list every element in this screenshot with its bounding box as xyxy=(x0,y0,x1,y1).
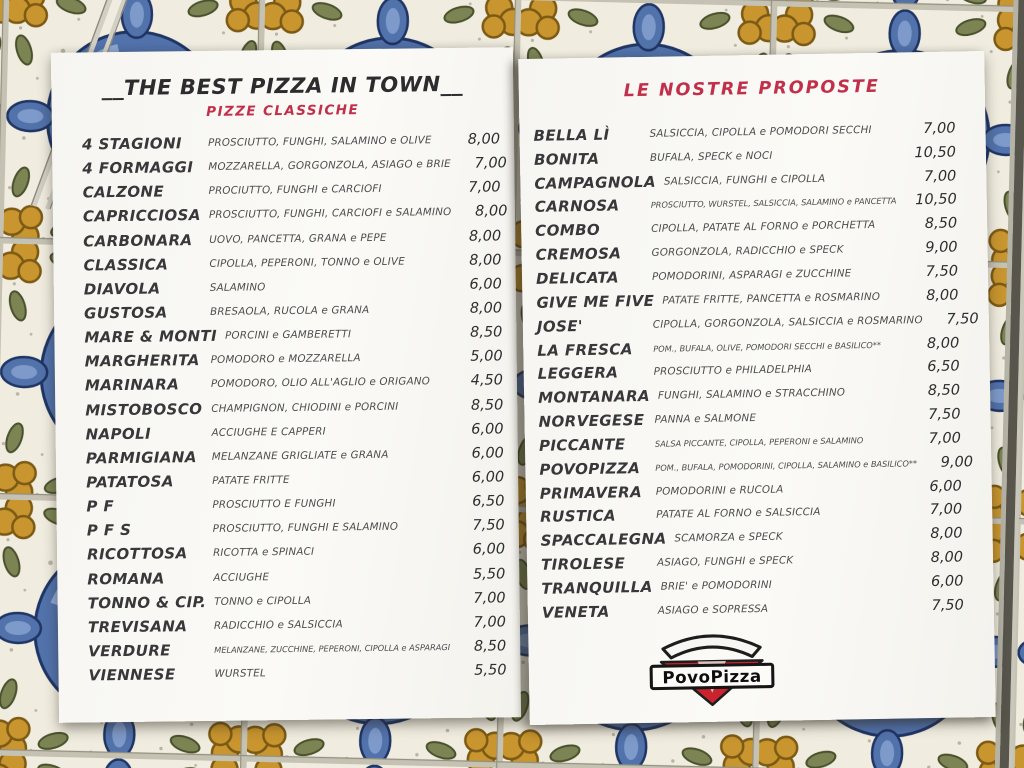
section-title-pizze-classiche: PIZZE CLASSICHE xyxy=(206,102,360,120)
menu-item-name: VERDURE xyxy=(88,641,171,661)
menu-item-price: 6,00 xyxy=(471,445,504,462)
menu-item-name: COMBO xyxy=(535,221,601,241)
menu-item-description: PROCIUTTO, FUNGHI e CARCIOFI xyxy=(208,183,382,198)
menu-item-price: 7,50 xyxy=(946,310,979,328)
menu-item-price: 6,50 xyxy=(927,358,960,376)
menu-item-price: 6,00 xyxy=(929,478,962,495)
menu-item-name: TRANQUILLA xyxy=(541,577,653,598)
menu-item-description: ACCIUGHE xyxy=(213,570,270,584)
menu-item-price: 7,50 xyxy=(931,597,964,614)
menu-item-price: 7,00 xyxy=(474,155,507,172)
menu-item-price: 9,00 xyxy=(925,239,958,257)
menu-item-description: RICOTTA e SPINACI xyxy=(212,546,315,560)
menu-item-description: PROSCIUTTO, FUNGHI, SALAMINO e OLIVE xyxy=(207,134,432,149)
menu-item-name: P F xyxy=(86,497,115,516)
menu-item-name: CALZONE xyxy=(82,182,165,202)
menu-item-price: 5,50 xyxy=(474,662,507,679)
menu-item-price: 8,50 xyxy=(473,638,507,655)
menu-item-description: PROSCIUTTO, FUNGHI, CARCIOFI e SALAMINO xyxy=(208,206,452,222)
menu-item-description: SCAMORZA e SPECK xyxy=(674,530,783,545)
menu-item-name: CAMPAGNOLA xyxy=(534,172,657,193)
menu-item-price: 8,00 xyxy=(467,131,501,148)
menu-item-description: CHAMPIGNON, CHIODINI e PORCINI xyxy=(211,400,399,415)
menu-item-price: 8,00 xyxy=(930,525,963,543)
menu-item-price: 10,50 xyxy=(914,144,957,161)
menu-item-description: PATATE AL FORNO e SALSICCIA xyxy=(656,506,821,522)
menu-item-description: POM., BUFALA, POMODORINI, CIPOLLA, SALAMINO e BASILICO** xyxy=(655,457,918,473)
menu-item-description: GORGONZOLA, RADICCHIO e SPECK xyxy=(651,243,844,259)
menu-item-price: 8,00 xyxy=(475,203,508,221)
menu-item-name: TREVISANA xyxy=(87,617,188,637)
menu-item-description: PATATE FRITTE, PANCETTA e ROSMARINO xyxy=(662,290,881,307)
menu-item-price: 8,50 xyxy=(927,382,961,400)
menu-item-name: PATATOSA xyxy=(86,472,174,492)
menu-item-description: ASIAGO e SOPRESSA xyxy=(657,602,769,617)
menu-item-price: 7,50 xyxy=(472,517,505,535)
menu-item-description: RADICCHIO e SALSICCIA xyxy=(213,618,343,632)
menu-item-price: 6,00 xyxy=(471,469,505,486)
menu-item-name: BONITA xyxy=(533,149,600,169)
menu-item-name: CARBONARA xyxy=(83,230,193,251)
menu-item-description: UOVO, PANCETTA, GRANA e PEPE xyxy=(209,231,387,246)
menu-item-price: 7,00 xyxy=(928,430,962,447)
menu-item-price: 7,50 xyxy=(925,263,959,281)
menu-item-description: FUNGHI, SALAMINO e STRACCHINO xyxy=(657,386,846,402)
menu-item-description: POMODORINI, ASPARAGI e ZUCCHINE xyxy=(651,267,852,283)
menu-item-name: MARGHERITA xyxy=(84,351,200,371)
menu-item-price: 6,00 xyxy=(472,541,506,559)
menu-item-name: MARE & MONTI xyxy=(84,327,218,347)
menu-item-name: LEGGERA xyxy=(537,363,619,384)
menu-item-name: VIENNESE xyxy=(88,665,176,685)
menu-item-price: 4,50 xyxy=(470,372,504,390)
menu-item-price: 7,00 xyxy=(929,501,963,519)
menu-item-price: 7,00 xyxy=(473,590,506,607)
menu-item-description: BRIE' e POMODORINI xyxy=(660,578,773,593)
menu-item-name: 4 FORMAGGI xyxy=(82,158,194,178)
menu-item-description: PROSCIUTTO e PHILADELPHIA xyxy=(653,363,813,379)
menu-item-name: 4 STAGIONI xyxy=(81,134,183,154)
section-title-le-nostre-proposte: LE NOSTRE PROPOSTE xyxy=(623,76,881,102)
menu-item-name: TIROLESE xyxy=(540,554,626,574)
menu-item-description: WURSTEL xyxy=(214,667,266,681)
menu-item-description: ACCIUGHE E CAPPERI xyxy=(211,425,326,439)
menu-item-row xyxy=(88,658,506,687)
menu-item-name: JOSE' xyxy=(536,316,584,336)
menu-item-price: 6,00 xyxy=(471,421,504,438)
menu-item-name: GUSTOSA xyxy=(84,303,168,323)
menu-item-description: PROSCIUTTO, WURSTEL, SALSICCIA, SALAMINO e PANCETTA xyxy=(650,195,897,211)
menu-item-price: 8,00 xyxy=(926,334,960,352)
menu-item-description: POMODORINI e RUCOLA xyxy=(655,483,784,498)
menu-item-description: POMODORO e MOZZARELLA xyxy=(210,352,361,367)
menu-item-name: MISTOBOSCO xyxy=(85,399,203,420)
menu-item-description: SALAMINO xyxy=(209,281,266,294)
menu-item-price: 6,50 xyxy=(472,493,505,510)
menu-item-price: 7,50 xyxy=(928,406,961,424)
menu-item-name: DELICATA xyxy=(535,268,620,288)
menu-item-description: BRESAOLA, RUCOLA e GRANA xyxy=(210,304,370,318)
menu-item-description: PATATE FRITTE xyxy=(212,473,290,487)
menu-item-price: 10,50 xyxy=(915,191,957,209)
menu-item-name: RICOTTOSA xyxy=(86,544,188,564)
menu-item-name: POVOPIZZA xyxy=(539,458,641,479)
menu-item-price: 8,00 xyxy=(469,300,503,317)
menu-item-name: ROMANA xyxy=(87,569,165,589)
menu-item-name: CLASSICA xyxy=(83,255,169,275)
menu-item-name: NAPOLI xyxy=(85,424,152,444)
menu-item-description: CIPOLLA, GORGONZOLA, SALSICCIA e ROSMARINO xyxy=(652,313,923,331)
menu-item-price: 8,00 xyxy=(925,287,959,304)
menu-item-description: SALSICCIA, CIPOLLA e POMODORI SECCHI xyxy=(649,123,872,140)
menu-item-name: PARMIGIANA xyxy=(85,447,197,468)
menu-item-name: P F S xyxy=(86,521,132,540)
menu-items-right xyxy=(519,116,994,625)
menu-page-right xyxy=(518,51,996,725)
menu-item-name: BELLA LÌ xyxy=(533,125,610,145)
menu-item-name: GIVE ME FIVE xyxy=(536,291,655,312)
menu-item-price: 8,00 xyxy=(469,252,502,269)
menu-item-price: 8,50 xyxy=(469,324,503,341)
menu-item-name: MONTANARA xyxy=(537,387,651,408)
menu-item-description: PORCINI e GAMBERETTI xyxy=(225,328,352,342)
menu-item-price: 7,00 xyxy=(923,168,957,185)
menu-item-price: 8,00 xyxy=(930,549,964,567)
menu-item-price: 7,00 xyxy=(923,120,956,137)
logo-text: PovoPizza xyxy=(662,665,762,688)
menu-item-name: TONNO & CIP. xyxy=(87,592,207,613)
menu-item-price: 8,00 xyxy=(468,227,502,245)
menu-item-price: 9,00 xyxy=(940,453,974,471)
menu-item-description: POMODORO, OLIO ALL'AGLIO e ORIGANO xyxy=(210,375,431,391)
menu-item-price: 5,00 xyxy=(470,348,503,366)
menu-item-name: DIAVOLA xyxy=(83,279,161,299)
menu-item-description: POM., BUFALA, OLIVE, POMODORI SECCHI e BASILICO** xyxy=(653,339,882,354)
menu-item-price: 8,50 xyxy=(924,215,958,233)
menu-item-description: BUFALA, SPECK e NOCI xyxy=(649,149,773,164)
menu-item-price: 6,00 xyxy=(469,276,502,293)
menu-item-name: CREMOSA xyxy=(535,244,622,264)
menu-item-description: SALSA PICCANTE, CIPOLLA, PEPERONI e SALAMINO xyxy=(654,435,864,449)
menu-item-description: MELANZANE GRIGLIATE e GRANA xyxy=(211,448,389,463)
menu-item-name: MARINARA xyxy=(84,375,180,395)
menu-items-left xyxy=(52,127,521,688)
menu-item-price: 5,50 xyxy=(472,565,506,583)
menu-item-description: MELANZANE, ZUCCHINE, PEPERONI, CIPOLLA e ASPARAGI xyxy=(214,642,451,655)
menu-item-description: PROSCIUTTO E FUNGHI xyxy=(212,497,336,512)
menu-item-name: PICCANTE xyxy=(538,435,626,455)
menu-item-description: CIPOLLA, PATATE AL FORNO e PORCHETTA xyxy=(651,219,876,236)
menu-item-price: 8,50 xyxy=(470,396,504,414)
menu-item-name: CAPRICCIOSA xyxy=(82,206,201,226)
menu-item-price: 7,00 xyxy=(473,614,507,631)
menu-item-name: SPACCALEGNA xyxy=(540,529,667,551)
menu-item-name: VENETA xyxy=(541,602,610,622)
menu-item-price: 7,00 xyxy=(468,179,501,197)
menu-item-name: RUSTICA xyxy=(540,506,617,527)
menu-item-description: PROSCIUTTO, FUNGHI E SALAMINO xyxy=(212,520,399,536)
menu-item-description: SALSICCIA, FUNGHI e CIPOLLA xyxy=(663,172,826,188)
menu-item-name: NORVEGESE xyxy=(538,411,645,431)
menu-page-left xyxy=(51,47,521,723)
menu-item-name: PRIMAVERA xyxy=(539,482,643,503)
menu-item-name: LA FRESCA xyxy=(537,339,633,360)
page-title: __THE BEST PIZZA IN TOWN__ xyxy=(101,71,464,101)
menu-item-description: MOZZARELLA, GORGONZOLA, ASIAGO e BRIE xyxy=(208,158,451,174)
menu-item-description: ASIAGO, FUNGHI e SPECK xyxy=(656,554,794,569)
povopizza-logo xyxy=(646,626,777,711)
menu-item-name: CARNOSA xyxy=(534,196,620,217)
menu-item-price: 6,00 xyxy=(930,573,964,590)
menu-item-description: CIPOLLA, PEPERONI, TONNO e OLIVE xyxy=(209,255,405,270)
menu-item-description: PANNA e SALMONE xyxy=(654,412,757,426)
menu-item-description: TONNO e CIPOLLA xyxy=(214,594,312,608)
